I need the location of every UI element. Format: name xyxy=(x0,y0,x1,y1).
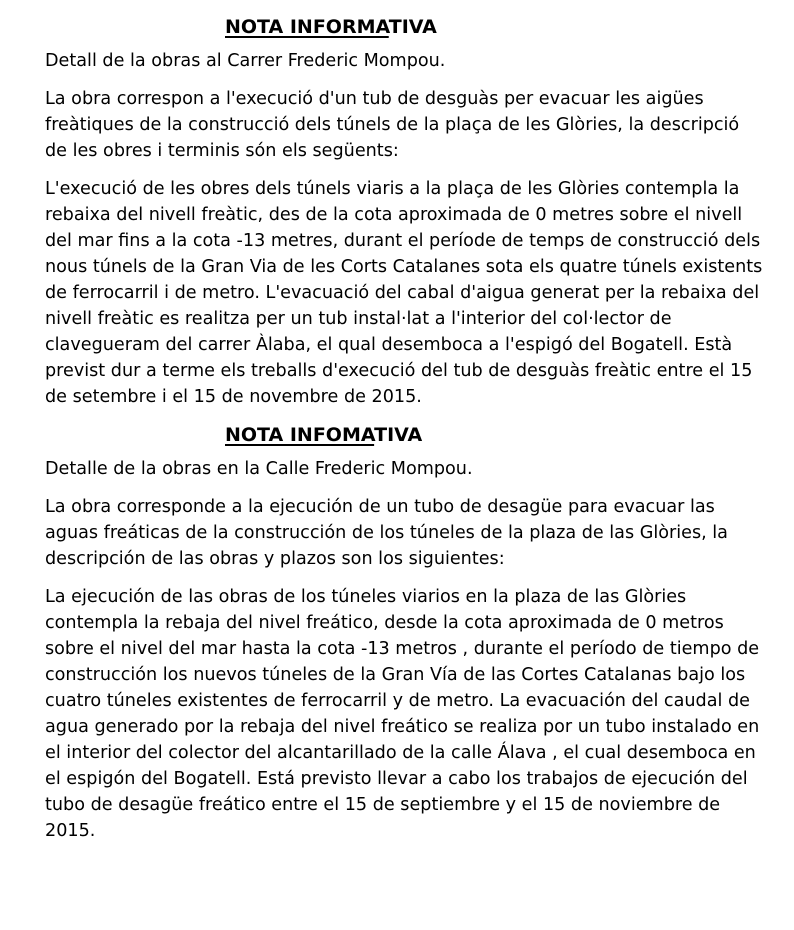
note-intro: La obra corresponde a la ejecución de un tubo de desagüe para evacuar las aguas freáticas de la construcción de los túneles de la plaza de las Glòries, la descripción de las obras y plazos son los siguientes: xyxy=(45,497,728,569)
note-subject: Detall de la obras al Carrer Frederic Mompou. xyxy=(45,51,446,71)
note-title-rest: TIVA xyxy=(374,424,423,446)
note-title-underlined: NOTA INFOMA xyxy=(225,424,375,446)
note-catalan xyxy=(45,14,765,410)
note-intro: La obra correspon a l'execució d'un tub de desguàs per evacuar les aigües freàtiques de la construcció dels túnels de la plaça de les Glòries, la descripció de les obres i terminis són els següents: xyxy=(45,89,740,161)
note-title xyxy=(45,422,765,448)
document-page xyxy=(45,14,765,856)
note-body: L'execució de les obres dels túnels viaris a la plaça de les Glòries contempla la rebaixa del nivell freàtic, des de la cota aproximada de 0 metres sobre el nivell del mar fins a la cota -13 metres, durant el període de temps de construcció dels nous túnels de la Gran Via de les Corts Catalanes sota els quatre túnels existents de ferrocarril i de metro. L'evacuació del cabal d'aigua generat per la rebaixa del nivell freàtic es realitza per un tub instal·lat a l'interior del col·lector de clavegueram del carrer Àlaba, el qual desemboca a l'espigó del Bogatell. Està previst dur a terme els treballs d'execució del tub de desguàs freàtic entre el 15 de setembre i el 15 de novembre de 2015. xyxy=(45,179,763,407)
note-spanish xyxy=(45,422,765,844)
note-title-underlined: NOTA INFORMA xyxy=(225,16,389,38)
note-title-rest: TIVA xyxy=(388,16,437,38)
note-subject: Detalle de la obras en la Calle Frederic Mompou. xyxy=(45,459,473,479)
note-title xyxy=(45,14,765,40)
note-body: La ejecución de las obras de los túneles viarios en la plaza de las Glòries contempla la rebaja del nivel freático, desde la cota aproximada de 0 metros sobre el nivel del mar hasta la cota -13 metros , durante el período de tiempo de construcción los nuevos túneles de la Gran Vía de las Cortes Catalanas bajo los cuatro túneles existentes de ferrocarril y de metro. La evacuación del caudal de agua generado por la rebaja del nivel freático se realiza por un tubo instalado en el interior del colector del alcantarillado de la calle Álava , el cual desemboca en el espigón del Bogatell. Está previsto llevar a cabo los trabajos de ejecución del tubo de desagüe freático entre el 15 de septiembre y el 15 de noviembre de 2015. xyxy=(45,587,760,841)
